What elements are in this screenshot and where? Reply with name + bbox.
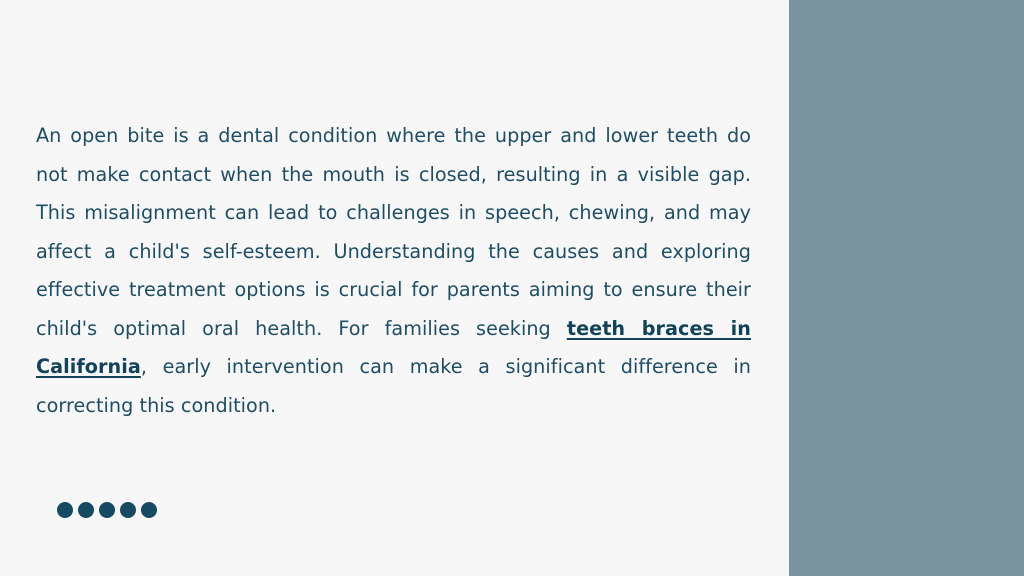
decorative-dot	[141, 502, 157, 518]
paragraph-after-link: , early intervention can make a significant difference in correcting this condition.	[36, 355, 751, 417]
decorative-dot	[78, 502, 94, 518]
decorative-dot	[120, 502, 136, 518]
decorative-dot-row	[57, 502, 157, 519]
teeth-braces-california-link[interactable]: teeth braces in California	[36, 316, 751, 378]
decorative-dot	[99, 502, 115, 518]
paragraph-before-link: An open bite is a dental condition where the upper and lower teeth do not make contact when the mouth is closed, resulting in a visible gap. This misalignment can lead to challenges in speech, chewing, and may affect a child's self-esteem. Understanding the causes and exploring effective treatment options is crucial for parents aiming to ensure their child's optimal oral health. For families seeking	[36, 124, 751, 340]
body-paragraph	[36, 117, 751, 425]
side-color-panel	[789, 0, 1024, 576]
decorative-dot	[57, 502, 73, 518]
